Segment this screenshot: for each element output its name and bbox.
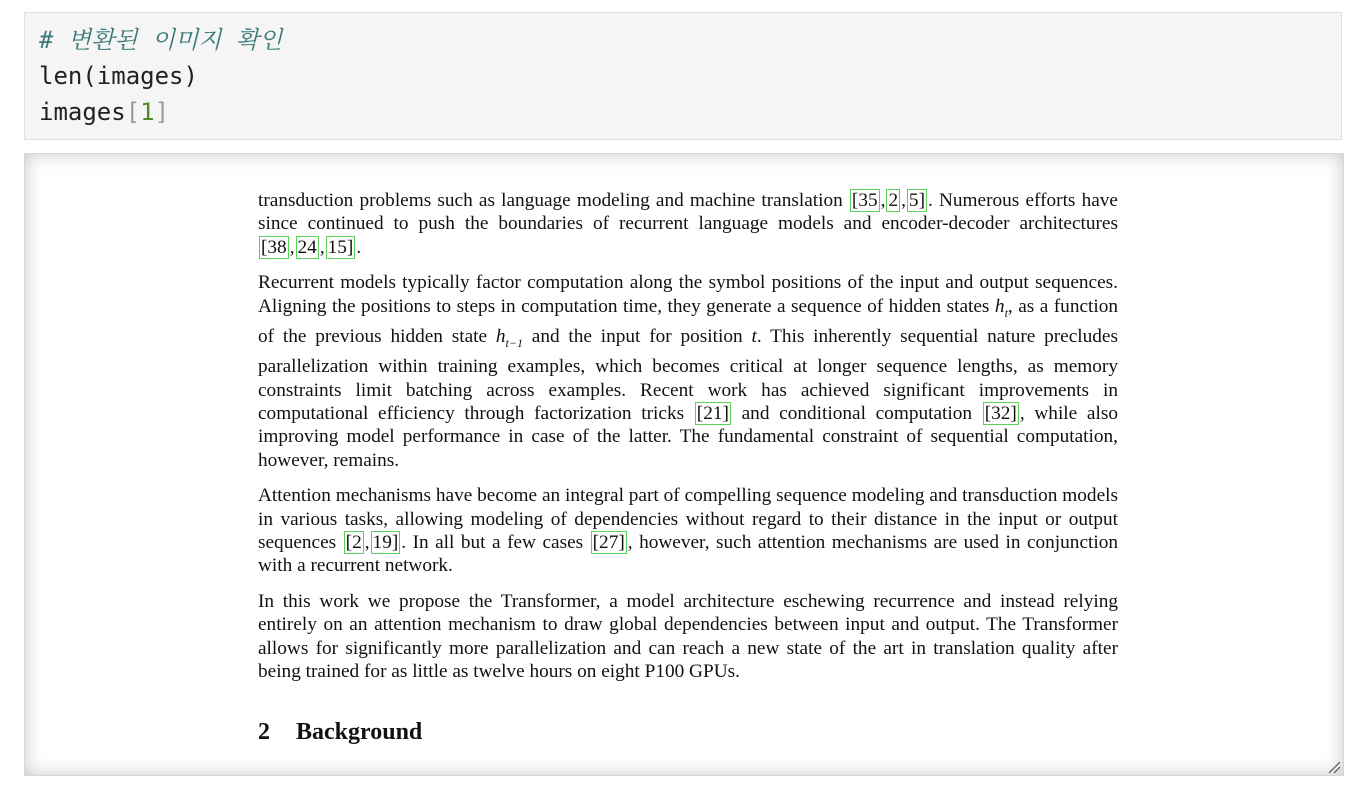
p2-text-c: and the input for position [522, 325, 752, 347]
math-h2: h [495, 325, 506, 347]
p1-text-a: transduction problems such as language modeling and machine translation [258, 190, 849, 211]
section-title: Background [296, 719, 423, 746]
citation-21: [21] [696, 402, 729, 424]
citation-2: 2 [888, 190, 899, 211]
paragraph-3: Attention mechanisms have become an integral part of compelling sequence modeling and transduction models in various tasks, allowing modeling of dependencies without regard to their distance in the input or output sequences [2 , 19] . In all but a few cases [27] , however, such attention mechanisms are used in conjunction with a recurrent network. [258, 485, 1118, 577]
p3-text-c: , however, such attention mechanisms are used in conjunction with a recurrent network. [258, 532, 1118, 577]
p2-text-e: and conditional computation [731, 402, 982, 424]
citation-5: 5] [908, 190, 925, 211]
code-comment: # 변환된 이미지 확인 [39, 26, 283, 54]
citation-27: [27] [592, 532, 625, 553]
paragraph-4: In this work we propose the Transformer, a model architecture eschewing recurrence and instead relying entirely on an attention mechanism to draw global dependencies between input and output. The Transformer allows for significantly more parallelization and can reach a new state of the art in translation quality after being trained for as little as twelve hours on eight P100 GPUs. [258, 590, 1118, 683]
p1-text-end: . [356, 236, 362, 258]
citation-35: [35 [851, 190, 878, 211]
p1-text-b: . Numerous efforts have since continued to push the boundaries of recurrent language models and encoder-decoder architectures [258, 190, 1118, 235]
citation-32: [32] [984, 402, 1017, 424]
math-h-t [994, 295, 1008, 320]
output-image-frame[interactable] [24, 153, 1344, 776]
section-number: 2 [258, 719, 270, 746]
math-h-t-minus-1 [495, 325, 523, 350]
p2-text-b: , as a function of the previous hidden state [258, 295, 1119, 347]
math-sub-t: t [1004, 305, 1008, 320]
p2-text-a: Recurrent models typically factor computation along the symbol positions of the input and output sequences. Aligning the positions to steps in computation time, they generate a sequence of hidden states [258, 272, 1118, 317]
math-sub-t-minus-1: t−1 [505, 335, 523, 350]
code-bracket-open: [ [125, 98, 141, 126]
citation-19: 19] [372, 532, 399, 553]
citation-38: [38 [261, 236, 287, 258]
math-t: t [751, 325, 757, 347]
section-heading [258, 721, 1118, 744]
p2-text-f: , while also improving model performance in case of the latter. The fundamental constraint of sequential computation, however, remains. [258, 402, 1118, 471]
citation-24: 24 [297, 236, 317, 258]
code-index-number: 1 [140, 98, 155, 126]
p2-text-d: . This inherently sequential nature precludes parallelization within training examples, which becomes critical at longer sequence lengths, as memory constraints limit batching across examples. Recent work has achieved significant improvements in computational efficiency through factorization tricks [258, 325, 1118, 424]
paragraph-1: transduction problems such as language modeling and machine translation [35 , 2 , 5] . Numerous efforts have since continued to push the boundaries of recurrent language models and encoder-decoder architectures [38 , 24 , 15] . [258, 190, 1118, 258]
code-line-images [39, 94, 1327, 130]
code-line-len: len(images) [39, 62, 198, 90]
code-images-var: images [39, 98, 126, 126]
paragraph-2 [258, 271, 1118, 472]
p3-text-a: Attention mechanisms have become an integral part of compelling sequence modeling and transduction models in various tasks, allowing modeling of dependencies without regard to their distance in the input or output sequences [258, 485, 1118, 553]
code-bracket-close: ] [154, 98, 170, 126]
citation-15: 15] [327, 236, 354, 258]
math-h: h [994, 295, 1005, 317]
p3-text-b: . In all but a few cases [401, 532, 590, 553]
resize-handle-icon[interactable] [1327, 759, 1341, 773]
citation-2b: [2 [345, 532, 362, 553]
pdf-page-image [258, 189, 1118, 745]
code-cell[interactable] [24, 12, 1342, 140]
